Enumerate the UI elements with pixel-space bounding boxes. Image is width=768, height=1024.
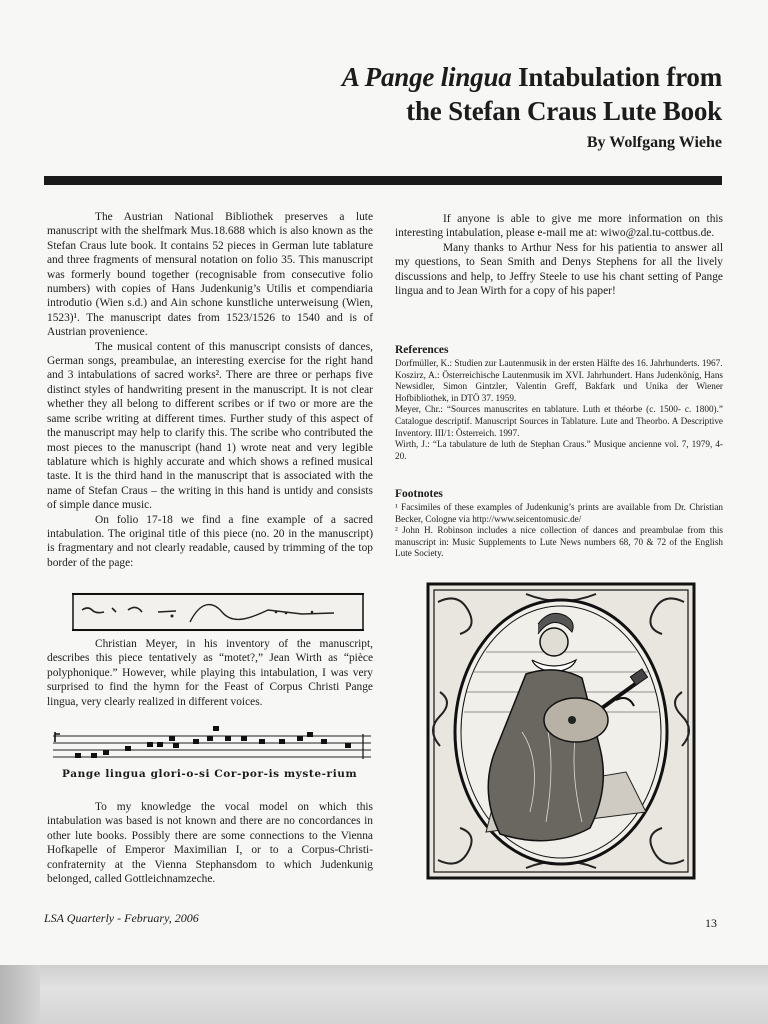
journal-footer: LSA Quarterly - February, 2006 bbox=[44, 911, 199, 925]
right-column-text bbox=[395, 212, 723, 298]
footnote-item: ² John H. Robinson includes a nice collection of dances and preambulae from this manuscript in: Music Supplements to Lute News numbers 68, 70 & 72 of the English Lute Society. bbox=[395, 525, 723, 559]
lute-player-woodcut-image bbox=[426, 582, 696, 880]
paragraph-content: The musical content of this manuscript consists of dances, German songs, preambulae, an interesting exercise for the right hand and 3 intabulations of sacred works². There are three or perhaps five distinct styles of handwriting present in the manuscript. It is not clear whether they all belong to different scribes or if two or more are the same scribe writing at different times. Further study of this aspect of the manuscript may help to clarify this. The scribe who contributed the most pieces to the manuscript (hand 1) wrote neat and very legible tablature which is highly accurate and which shows a refined musical taste. It is the third hand in the manuscript that is associated with the name of Stefan Craus – the writing in this hand is untidy and consists of simple dance music. bbox=[47, 340, 373, 512]
article-title-line-1 bbox=[342, 60, 722, 94]
paragraph-intro: The Austrian National Bibliothek preserves a lute manuscript with the shelfmark Mus.18.688 which is also known as the Stefan Craus lute book. It contains 52 pieces in German lute tablature and three fragments of mensural notation on folio 35. This manuscript was formerly bound together (recognisable from consecutive folio numbers) with copies of Hans Judenkunig’s Utilis et compendiaria introdutio (Wien s.d.) and Ain schone kunstliche unterweisung (Wien, 1523)¹. The manuscript dates from 1523/1526 to 1540 and is of Austrian provenience. bbox=[47, 211, 373, 339]
references-section bbox=[395, 344, 723, 462]
reference-item: Koszirz, A.: Österreichische Lautenmusik im XVI. Jahrhundert. Hans Judenkönig, Hans Newsidler, Simon Gintzler, Valentin Greff, Bakfark und Unika der Wiener Hofbibliothek, in DTÖ 37. 1959. bbox=[395, 369, 723, 403]
title-italic-part: A Pange lingua bbox=[341, 62, 512, 92]
reference-item: Dorfmüller, K.: Studien zur Lautenmusik in der ersten Hälfte des 16. Jahrhunderts. 1967. bbox=[395, 358, 723, 368]
article-title-line-2: the Stefan Craus Lute Book bbox=[406, 96, 722, 126]
left-column-text bbox=[47, 210, 373, 570]
model-paragraph-block bbox=[47, 800, 373, 886]
paragraph-thanks: Many thanks to Arthur Ness for his patientia to answer all my questions, to Sean Smith and Denys Stephens for all the lively discussions and help, to Jeffry Steele to use his chant setting of Pange lingua and to Jean Wirth for a copy of his paper! bbox=[395, 241, 723, 298]
paragraph-vocal-model: To my knowledge the vocal model on which this intabulation was based is not known and there are no concordances in other lute books. Possibly there are some connections to the Vienna Hofkapelle of Emperor Maximilian I, or to a Corpus-Christi-confraternity at the Vienna Stephansdom to which Judenkunig belonged, called Gottleichnamzeche. bbox=[47, 801, 373, 886]
scan-margin bbox=[0, 965, 768, 1024]
chant-lyric-text: Pange lingua glori-o-si Cor-por-is myste-rium bbox=[62, 768, 358, 780]
paragraph-folio: On folio 17-18 we find a fine example of a sacred intabulation. The original title of this piece (no. 20 in the manuscript) is fragmentary and not clearly readable, caused by trimming of the top border of the page: bbox=[47, 513, 373, 569]
footnote-item: ¹ Facsimiles of these examples of Judenkunig’s prints are available from Dr. Christian Becker, Cologne via http://www.seicentomusic.de/ bbox=[395, 502, 723, 524]
manuscript-fragment-image bbox=[72, 592, 364, 632]
reference-item: Meyer, Chr.: “Sources manuscrites en tablature. Luth et théorbe (c. 1500- c. 1800).” Catalogue descriptif. Manuscript Sources in Tablature. Lute and Theorbo. A Descriptive Inventory. III/1: Österreich. 1997. bbox=[395, 404, 723, 438]
footnotes-section bbox=[395, 488, 723, 560]
meyer-paragraph-block bbox=[47, 637, 373, 709]
article-title-block bbox=[342, 60, 722, 152]
header-rule bbox=[44, 176, 722, 185]
reference-item: Wirth, J.: “La tabulature de luth de Stephan Craus.” Musique ancienne vol. 7, 1979, 4-20. bbox=[395, 439, 723, 461]
footnotes-heading: Footnotes bbox=[395, 488, 443, 500]
title-roman-part: Intabulation from bbox=[511, 62, 722, 92]
paragraph-meyer: Christian Meyer, in his inventory of the manuscript, describes this piece tentatively as “motet?,” Jean Wirth as “pièce polyphonique.” However, while playing this intabulation, I was very surprised to find the hymn for the Feast of Corpus Christi Pange lingua, very clearly realized in different voices. bbox=[47, 638, 373, 708]
page-number: 13 bbox=[705, 916, 717, 930]
paragraph-contact: If anyone is able to give me more information on this interesting intabulation, please e-mail me at: wiwo@zal.tu-cottbus.de. bbox=[395, 213, 723, 240]
references-heading: References bbox=[395, 344, 449, 356]
author-byline: By Wolfgang Wiehe bbox=[586, 134, 722, 151]
